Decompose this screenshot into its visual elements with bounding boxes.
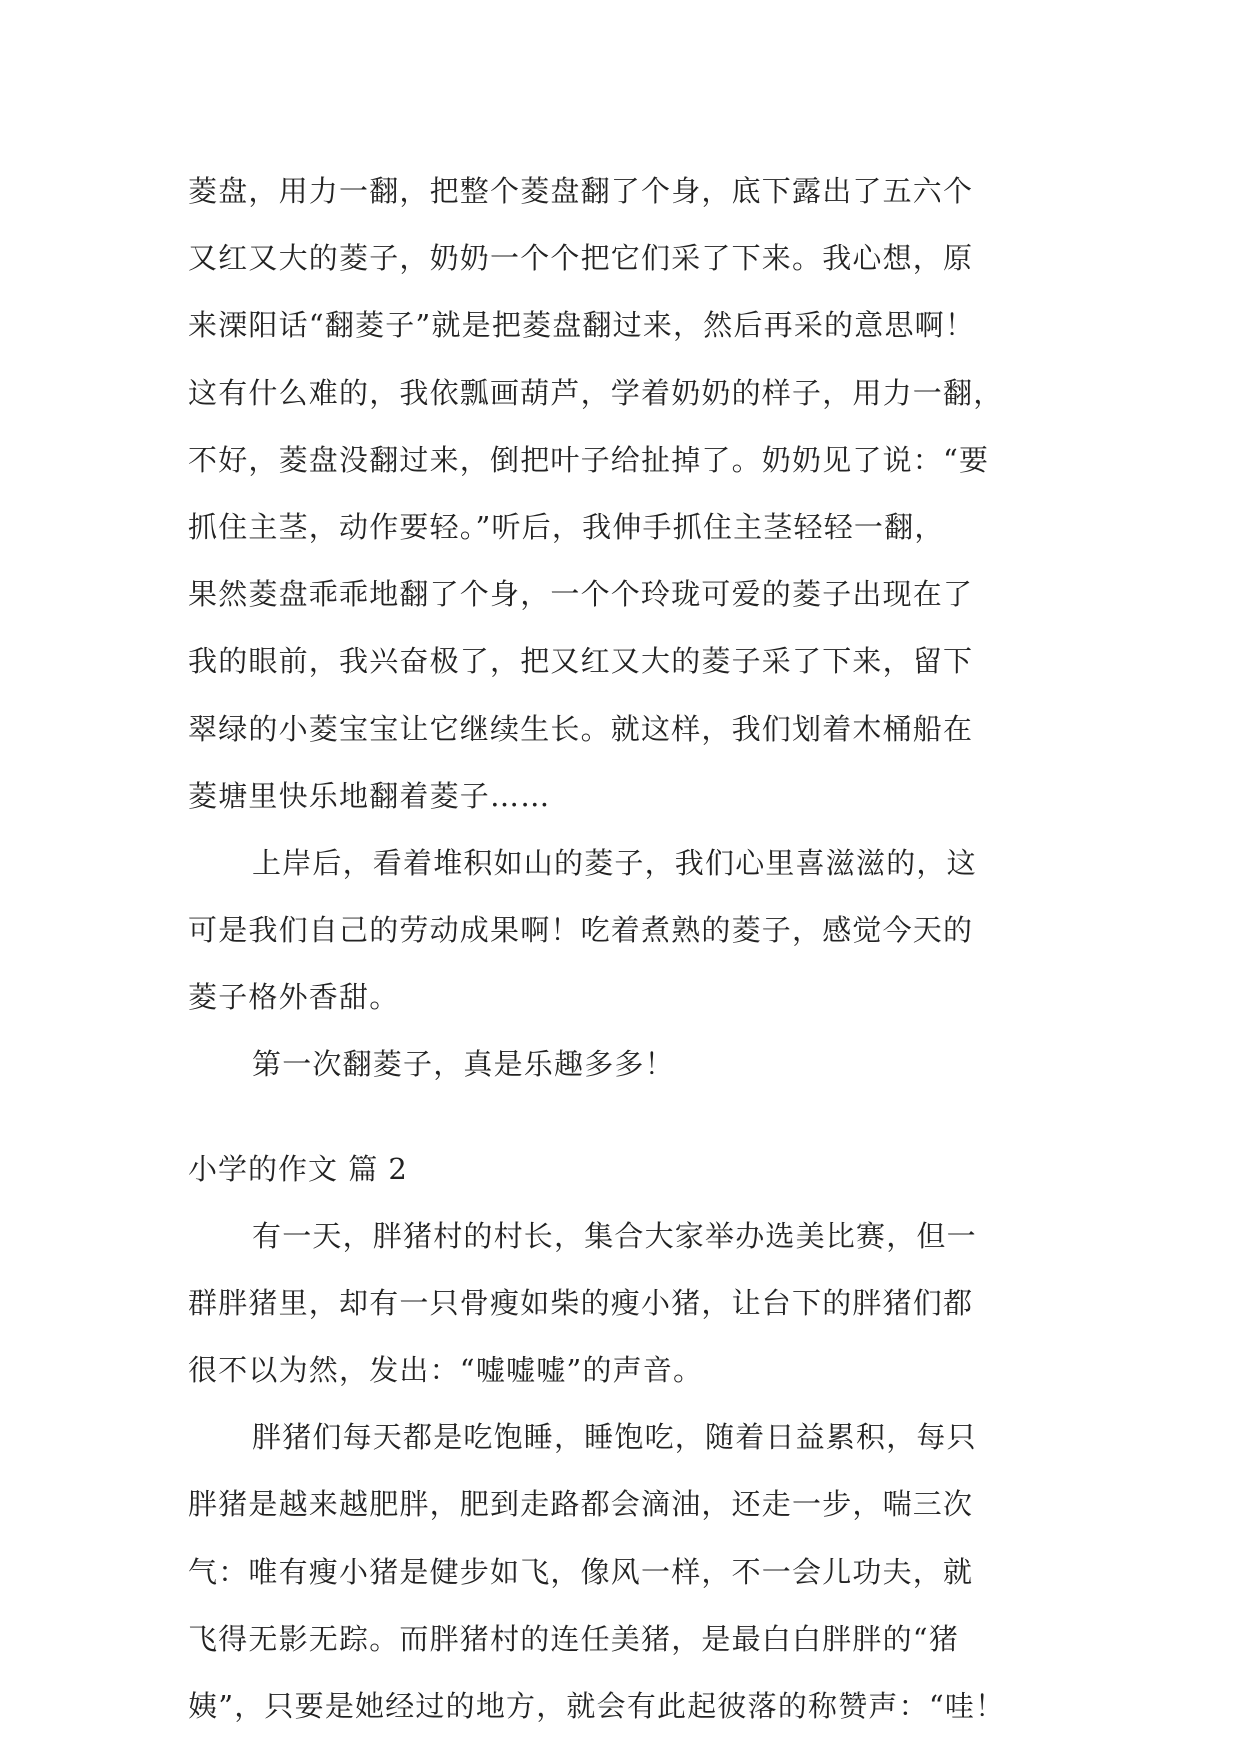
paragraph-start-line: 有一天，胖猪村的村长，集合大家举办选美比赛，但一 bbox=[252, 1218, 977, 1253]
text-line: 来溧阳话“翻菱子”就是把菱盘翻过来，然后再采的意思啊！ bbox=[188, 308, 976, 343]
text-line: 可是我们自己的劳动成果啊！吃着煮熟的菱子，感觉今天的 bbox=[188, 913, 974, 948]
text-line: 抓住主茎，动作要轻。”听后，我伸手抓住主茎轻轻一翻， bbox=[188, 509, 945, 544]
text-line: 气：唯有瘦小猪是健步如飞，像风一样，不一会儿功夫，就 bbox=[188, 1554, 974, 1589]
text-line: 姨”，只要是她经过的地方，就会有此起彼落的称赞声：“哇！ bbox=[188, 1688, 1006, 1723]
text-line: 翠绿的小菱宝宝让它继续生长。就这样，我们划着木桶船在 bbox=[188, 711, 974, 746]
paragraph-start-line: 胖猪们每天都是吃饱睡，睡饱吃，随着日益累积，每只 bbox=[252, 1420, 977, 1455]
text-line: 菱子格外香甜。 bbox=[188, 980, 400, 1015]
text-line: 飞得无影无踪。而胖猪村的连任美猪，是最白白胖胖的“猪 bbox=[188, 1621, 960, 1656]
text-line: 果然菱盘乖乖地翻了个身，一个个玲珑可爱的菱子出现在了 bbox=[188, 577, 974, 612]
text-line: 这有什么难的，我依瓢画葫芦，学着奶奶的样子，用力一翻， bbox=[188, 375, 1004, 410]
text-line: 很不以为然，发出：“嘘嘘嘘”的声音。 bbox=[188, 1353, 704, 1387]
section-gap bbox=[188, 1099, 1060, 1136]
paragraph-start-line: 上岸后，看着堆积如山的菱子，我们心里喜滋滋的，这 bbox=[252, 845, 977, 880]
text-line: 又红又大的菱子，奶奶一个个把它们采了下来。我心想，原 bbox=[188, 241, 974, 276]
text-line: 群胖猪里，却有一只骨瘦如柴的瘦小猪，让台下的胖猪们都 bbox=[188, 1285, 974, 1320]
text-line: 不好，菱盘没翻过来，倒把叶子给扯掉了。奶奶见了说：“要 bbox=[188, 442, 990, 477]
text-line: 我的眼前，我兴奋极了，把又红又大的菱子采了下来，留下 bbox=[188, 644, 974, 679]
text-line: 菱盘，用力一翻，把整个菱盘翻了个身，底下露出了五六个 bbox=[188, 174, 974, 208]
text-line: 胖猪是越来越肥胖，肥到走路都会滴油，还走一步，喘三次 bbox=[188, 1487, 974, 1522]
document-body bbox=[188, 158, 1060, 1740]
text-line: 菱塘里快乐地翻着菱子…… bbox=[188, 778, 551, 813]
section-heading: 小学的作文 篇 2 bbox=[188, 1151, 408, 1186]
paragraph-start-line: 第一次翻菱子，真是乐趣多多！ bbox=[252, 1047, 675, 1082]
